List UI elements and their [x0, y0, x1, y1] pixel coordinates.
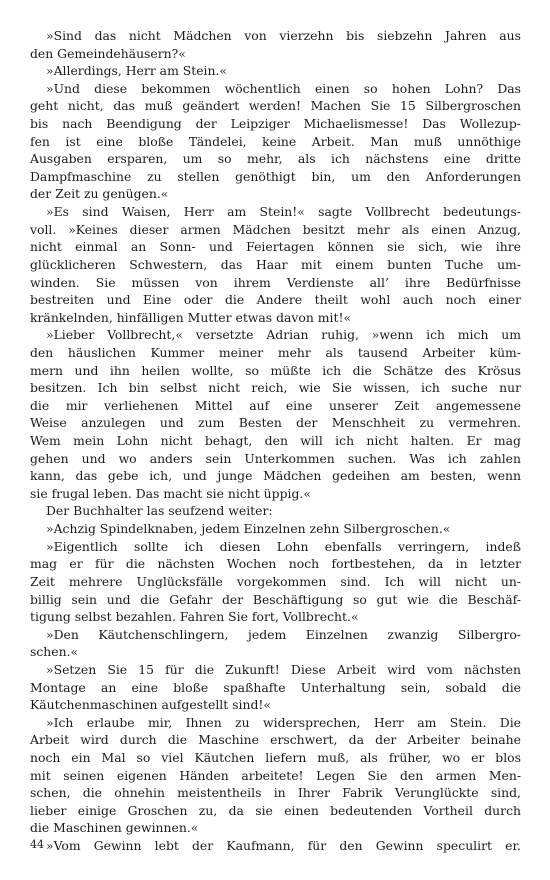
- text-line: bestreiten und Eine oder die Andere theilt wohl auch noch einer: [30, 292, 521, 308]
- text-line: besitzen. Ich bin selbst nicht reich, wie Sie wissen, ich suche nur: [30, 380, 521, 396]
- text-line: den Gemeindehäusern?«: [30, 45, 186, 61]
- text-line: glücklicheren Schwestern, das Haar mit einem bunten Tuche um-: [30, 256, 521, 272]
- paragraph: [30, 661, 521, 714]
- text-line: den häuslichen Kummer meiner mehr als tausend Arbeiter küm-: [30, 344, 521, 360]
- text-line: »Und diese bekommen wöchentlich einen so hohen Lohn? Das: [46, 80, 521, 96]
- text-line: »Es sind Waisen, Herr am Stein!« sagte Vollbrecht bedeutungs-: [46, 204, 521, 220]
- text-line: winden. Sie müssen von ihrem Verdienste all’ ihre Bedürfnisse: [30, 274, 521, 290]
- text-line: schen, die ohnehin meistentheils in Ihrer Fabrik Verunglückte sind,: [30, 785, 521, 801]
- text-line: sie frugal leben. Das macht sie nicht üppig.«: [30, 485, 311, 501]
- paragraph: [30, 80, 521, 203]
- text-line: mern und ihn heilen wollte, so müßte ich die Schätze des Krösus: [30, 362, 521, 378]
- text-line: lieber einige Groschen zu, da sie einen bedeutenden Vortheil durch: [30, 802, 521, 818]
- text-line: gehen und wo anders sein Unterkommen suchen. Was ich zahlen: [30, 450, 521, 466]
- text-line: billig sein und die Gefahr der Beschäftigung so gut wie die Beschäf-: [30, 591, 521, 607]
- text-line: »Lieber Vollbrecht,« versetzte Adrian ruhig, »wenn ich mich um: [46, 327, 521, 343]
- book-page-text: [30, 27, 521, 855]
- paragraph: [30, 203, 521, 326]
- text-line: »Setzen Sie 15 für die Zukunft! Diese Arbeit wird vom nächsten: [46, 661, 521, 677]
- text-line: bis nach Beendigung der Leipziger Michaelismesse! Das Wollezup-: [30, 116, 521, 132]
- paragraph: [30, 538, 521, 626]
- text-line: Arbeit wird durch die Maschine erschwert, da der Arbeiter beinahe: [30, 732, 521, 748]
- text-line: die Maschinen gewinnen.«: [30, 820, 199, 836]
- text-line: Weise anzulegen und zum Besten der Menschheit zu vermehren.: [30, 415, 521, 431]
- text-line: nicht einmal an Sonn- und Feiertagen können sie sich, wie ihre: [30, 239, 521, 255]
- paragraph: [30, 520, 521, 538]
- page-number: 44: [30, 838, 44, 851]
- text-line: »Ich erlaube mir, Ihnen zu widersprechen, Herr am Stein. Die: [46, 714, 521, 730]
- text-line: Ausgaben ersparen, um so mehr, als ich nächstens eine dritte: [30, 151, 521, 167]
- paragraph: [30, 62, 521, 80]
- text-line: schen.«: [30, 644, 79, 660]
- paragraph: [30, 502, 521, 520]
- paragraph: [30, 27, 521, 62]
- text-line: »Allerdings, Herr am Stein.«: [46, 63, 228, 79]
- text-line: »Sind das nicht Mädchen von vierzehn bis siebzehn Jahren aus: [46, 28, 521, 43]
- text-line: Zeit mehrere Unglücksfälle vorgekommen sind. Ich will nicht un-: [30, 573, 521, 589]
- text-line: Wem mein Lohn nicht behagt, den will ich nicht halten. Er mag: [30, 433, 521, 449]
- text-line: kränkelnden, hinfälligen Mutter etwas davon mit!«: [30, 309, 352, 325]
- text-line: die mir verliehenen Mittel auf eine unserer Zeit angemessene: [30, 397, 521, 413]
- text-line: mit seinen eigenen Händen arbeitete! Legen Sie den armen Men-: [30, 767, 521, 783]
- text-line: voll. »Keines dieser armen Mädchen besitzt mehr als einen Anzug,: [30, 221, 521, 237]
- text-line: »Den Käutchenschlingern, jedem Einzelnen zwanzig Silbergro-: [46, 626, 521, 642]
- text-line: »Vom Gewinn lebt der Kaufmann, für den Gewinn speculirt er.: [46, 838, 521, 854]
- text-line: »Achzig Spindelknaben, jedem Einzelnen zehn Silbergroschen.«: [46, 521, 451, 537]
- text-line: fen ist eine bloße Tändelei, keine Arbeit. Man muß unnöthige: [30, 133, 521, 149]
- text-line: Der Buchhalter las seufzend weiter:: [46, 503, 273, 519]
- paragraph: [30, 626, 521, 661]
- paragraph: [30, 714, 521, 837]
- text-line: Dampfmaschine zu stellen genöthigt bin, um den Anforderungen: [30, 168, 521, 184]
- text-line: Montage an eine bloße spaßhafte Unterhaltung sein, sobald die: [30, 679, 521, 695]
- text-line: Käutchenmaschinen aufgestellt sind!«: [30, 697, 271, 713]
- text-line: tigung selbst bezahlen. Fahren Sie fort, Vollbrecht.«: [30, 609, 359, 625]
- text-line: noch ein Mal so viel Käutchen liefern muß, als früher, wo er blos: [30, 749, 521, 765]
- text-line: mag er für die nächsten Wochen noch fortbestehen, da in letzter: [30, 556, 521, 572]
- paragraph: [30, 837, 521, 855]
- text-line: kann, das gebe ich, und junge Mädchen gedeihen am besten, wenn: [30, 468, 521, 484]
- text-line: geht nicht, das muß geändert werden! Machen Sie 15 Silbergroschen: [30, 98, 521, 114]
- text-line: der Zeit zu genügen.«: [30, 186, 169, 202]
- paragraph: [30, 326, 521, 502]
- text-line: »Eigentlich sollte ich diesen Lohn ebenfalls verringern, indeß: [46, 538, 521, 554]
